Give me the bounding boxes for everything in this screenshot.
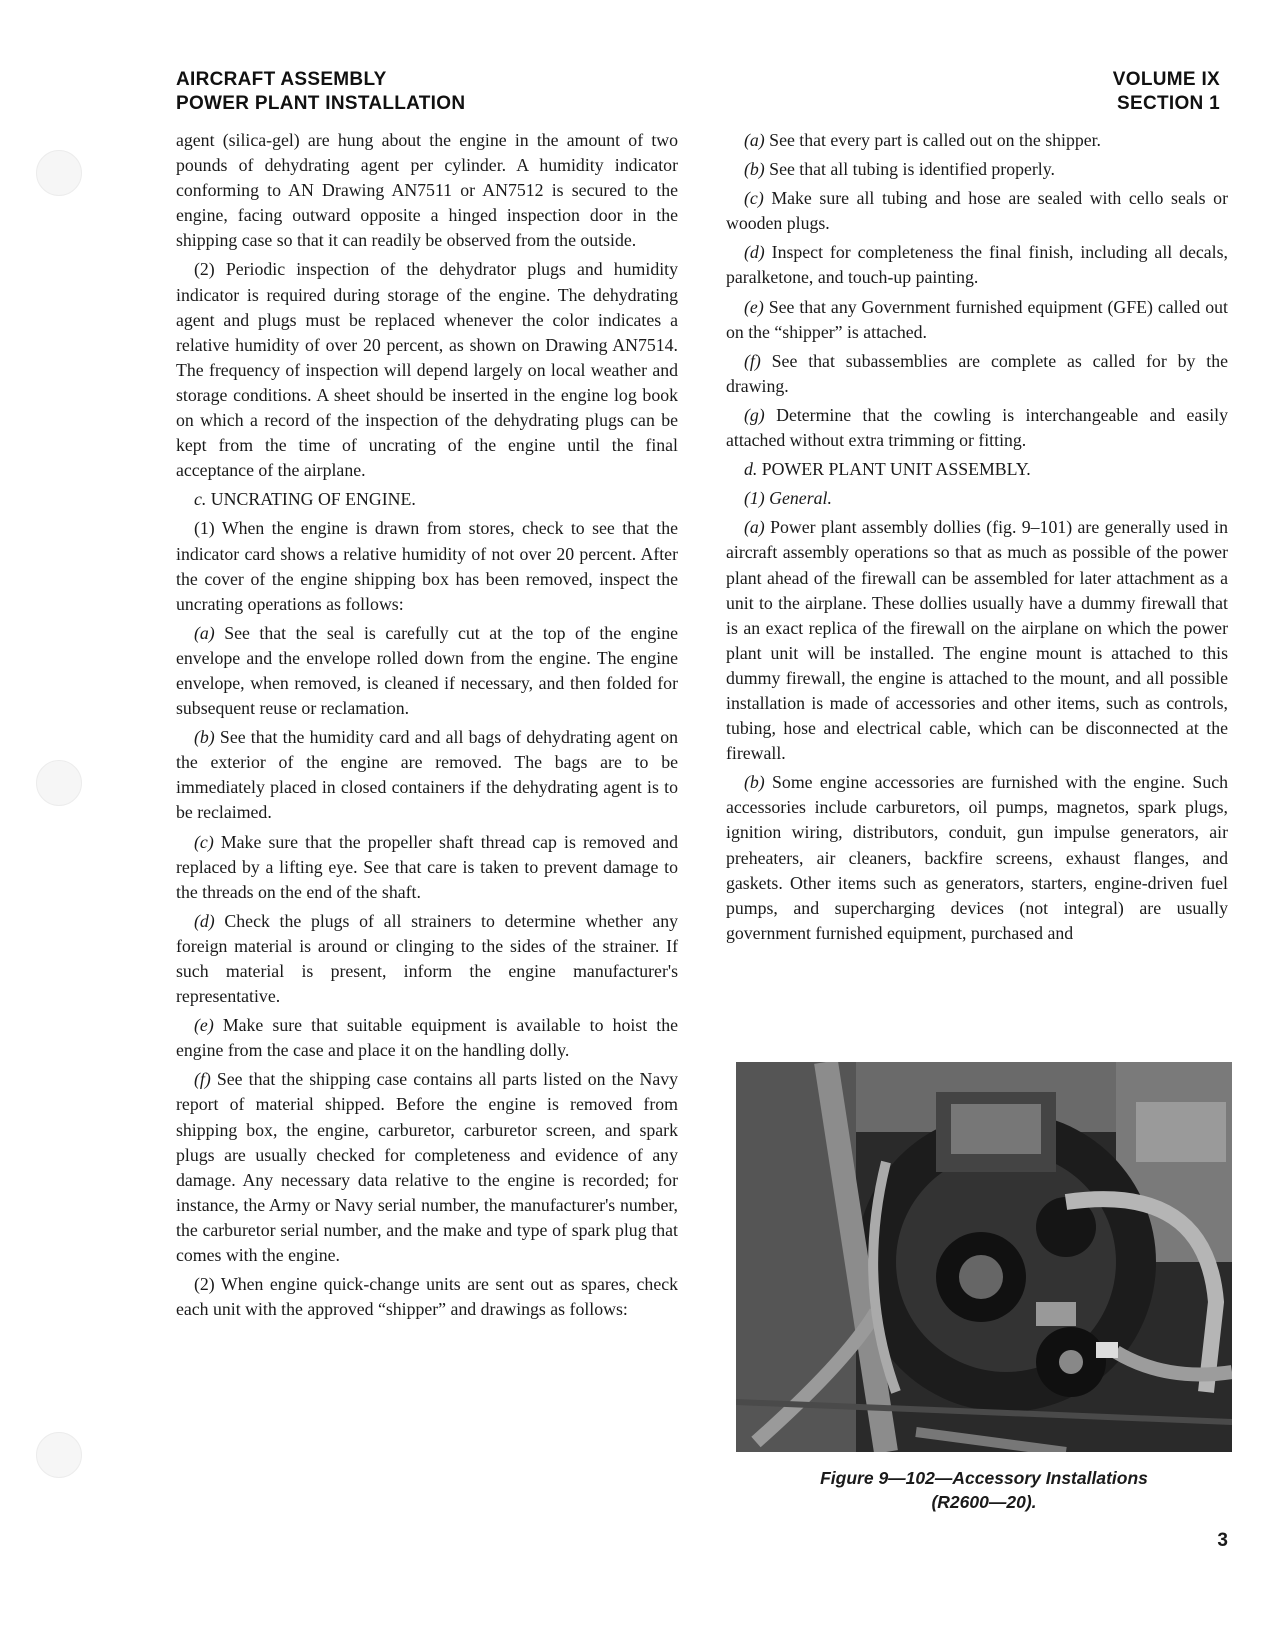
- left-text-column: [176, 128, 678, 1326]
- paragraph: [176, 128, 678, 253]
- paragraph: [726, 770, 1228, 946]
- paragraph-marker: (e): [194, 1015, 214, 1036]
- paragraph: [726, 186, 1228, 236]
- paragraph: [176, 909, 678, 1009]
- paragraph-marker: (c): [194, 831, 214, 852]
- paragraph-marker: (b): [744, 772, 765, 793]
- caption-line-2: (R2600—20).: [931, 1492, 1037, 1512]
- paragraph-text: POWER PLANT UNIT ASSEMBLY.: [757, 459, 1031, 480]
- running-header-right: [1113, 68, 1220, 116]
- paragraph: [726, 240, 1228, 290]
- paragraph-text: UNCRATING OF ENGINE.: [206, 489, 416, 510]
- paragraph-text: Make sure that suitable equipment is available to hoist the engine from the case and place it on the handling dolly.: [176, 1015, 678, 1061]
- paragraph-text: (2) When engine quick-change units are sent out as spares, check each unit with the approved “shipper” and drawings as follows:: [176, 1274, 678, 1320]
- figure-caption: [736, 1466, 1232, 1514]
- paragraph-text: Some engine accessories are furnished with the engine. Such accessories include carburetors, oil pumps, magnetos, spark plugs, ignition wiring, distributors, conduit, gun impulse generators, air preheaters, air cleaners, backfire screens, exhaust flanges, and gaskets. Other items such as generators, starters, engine-driven fuel pumps, and supercharging devices (not integral) are usually government furnished equipment, purchased and: [726, 772, 1228, 943]
- paragraph: [726, 349, 1228, 399]
- paragraph-marker: (f): [744, 350, 761, 371]
- paragraph-text: Determine that the cowling is interchangeable and easily attached without extra trimming or fitting.: [726, 404, 1228, 451]
- paragraph-text: Make sure that the propeller shaft thread cap is removed and replaced by a lifting eye. See that care is taken to prevent damage to the threads on the end of the shaft.: [176, 831, 678, 902]
- paragraph-text: See that the shipping case contains all parts listed on the Navy report of material shipped. Before the engine is removed from shipping box, the engine, carburetor, carburetor screen, and spark plugs are usually checked for completeness and evidence of any damage. Any necessary data relative to the engine is recorded; for instance, the Army or Navy serial number, the manufacturer's number, the carburetor serial number, and the make and type of spark plug that comes with the engine.: [176, 1069, 678, 1266]
- binder-hole: [36, 150, 82, 196]
- right-text-column: [726, 128, 1228, 950]
- page-number: 3: [1217, 1530, 1228, 1551]
- paragraph-text: See that any Government furnished equipment (GFE) called out on the “shipper” is attached.: [726, 296, 1228, 342]
- header-volume: VOLUME IX: [1112, 69, 1220, 90]
- paragraph: [176, 1013, 678, 1063]
- paragraph-text: See that all tubing is identified properly.: [764, 159, 1055, 180]
- paragraph-text: (2) Periodic inspection of the dehydrator plugs and humidity indicator is required during storage of the engine. The dehydrating agent and plugs must be replaced whenever the color indicates a relative humidity of over 20 percent, as shown on Drawing AN7514. The frequency of inspection will depend largely on local weather and storage conditions. A sheet should be inserted in the engine log book on which a record of the inspection of the dehydrating plugs can be kept from the time of uncrating of the engine until the final acceptance of the airplane.: [176, 259, 678, 481]
- engine-photo-illustration: [736, 1062, 1232, 1452]
- paragraph-text: agent (silica-gel) are hung about the engine in the amount of two pounds of dehydrating agent per cylinder. A humidity indicator conforming to AN Drawing AN7511 or AN7512 is secured to the engine, facing outward opposite a hinged inspection door in the shipping case so that it can readily be observed from the outside.: [176, 130, 678, 251]
- header-section: SECTION 1: [1117, 93, 1220, 114]
- paragraph: [176, 725, 678, 825]
- paragraph-marker: (b): [744, 159, 765, 180]
- paragraph-marker: (d): [194, 910, 215, 931]
- paragraph-text: Make sure all tubing and hose are sealed with cello seals or wooden plugs.: [726, 188, 1228, 234]
- binder-hole: [36, 760, 82, 806]
- paragraph-text: See that every part is called out on the shipper.: [764, 130, 1101, 150]
- paragraph: [176, 257, 678, 483]
- paragraph-marker: (c): [744, 188, 764, 209]
- paragraph-text: See that the humidity card and all bags of dehydrating agent on the exterior of the engine are removed. The bags are to be immediately placed in closed containers if the dehydrating agent is to be reclaimed.: [176, 727, 678, 823]
- paragraph-marker: (a): [744, 517, 765, 538]
- paragraph-text: Inspect for completeness the final finish, including all decals, paralketone, and touch-up painting.: [726, 242, 1228, 288]
- paragraph: [726, 457, 1228, 482]
- paragraph-marker: c.: [194, 489, 207, 510]
- header-subtitle: POWER PLANT INSTALLATION: [176, 93, 466, 114]
- running-header-left: [176, 68, 465, 116]
- paragraph: [176, 830, 678, 905]
- figure-photo-accessory-installations: [736, 1062, 1232, 1452]
- paragraph: [176, 1272, 678, 1322]
- paragraph-marker: (a): [744, 130, 765, 150]
- paragraph: [726, 157, 1228, 182]
- paragraph-text: General.: [764, 488, 832, 509]
- paragraph-text: See that the seal is carefully cut at the top of the engine envelope and the envelope rolled down from the engine. The engine envelope, when removed, is cleaned if necessary, and then folded for subsequent reuse or reclamation.: [176, 622, 678, 719]
- paragraph-text: Check the plugs of all strainers to determine whether any foreign material is around or clinging to the sides of the strainer. If such material is present, inform the engine manufacturer's representative.: [176, 910, 678, 1007]
- paragraph-marker: (e): [744, 296, 764, 317]
- paragraph: [726, 486, 1228, 511]
- paragraph: [726, 515, 1228, 766]
- paragraph-text: See that subassemblies are complete as called for by the drawing.: [726, 350, 1228, 396]
- paragraph-marker: d.: [744, 459, 758, 480]
- paragraph: [176, 621, 678, 721]
- paragraph-marker: (f): [194, 1069, 211, 1090]
- paragraph: [726, 403, 1228, 453]
- caption-line-1: Figure 9—102—Accessory Installations: [820, 1468, 1148, 1488]
- binder-hole: [36, 1432, 82, 1478]
- paragraph-text: Power plant assembly dollies (fig. 9–101) are generally used in aircraft assembly operations so that as much as possible of the power plant ahead of the firewall can be assembled for later attachment as a unit to the airplane. These dollies usually have a dummy firewall that is an exact replica of the firewall on the airplane on which the power plant unit will be installed. The engine mount is attached to this dummy firewall, the engine is attached to the mount, and all possible installation is made of accessories and other items, such as controls, tubing, hose and electrical cable, which can be disconnected at the firewall.: [726, 517, 1228, 764]
- paragraph-marker: (g): [744, 404, 765, 425]
- paragraph-marker: (d): [744, 242, 765, 263]
- paragraph-marker: (b): [194, 727, 215, 748]
- paragraph: [176, 487, 678, 512]
- header-title: AIRCRAFT ASSEMBLY: [176, 69, 387, 90]
- paragraph: [176, 516, 678, 616]
- paragraph-text: (1) When the engine is drawn from stores, check to see that the indicator card shows a relative humidity of not over 20 percent. After the cover of the engine shipping box has been removed, inspect the uncrating operations as follows:: [176, 518, 678, 614]
- paragraph: [726, 295, 1228, 345]
- paragraph: [726, 128, 1228, 153]
- paragraph-marker: (a): [194, 622, 215, 643]
- paragraph: [176, 1067, 678, 1268]
- paragraph-marker: (1): [744, 488, 765, 509]
